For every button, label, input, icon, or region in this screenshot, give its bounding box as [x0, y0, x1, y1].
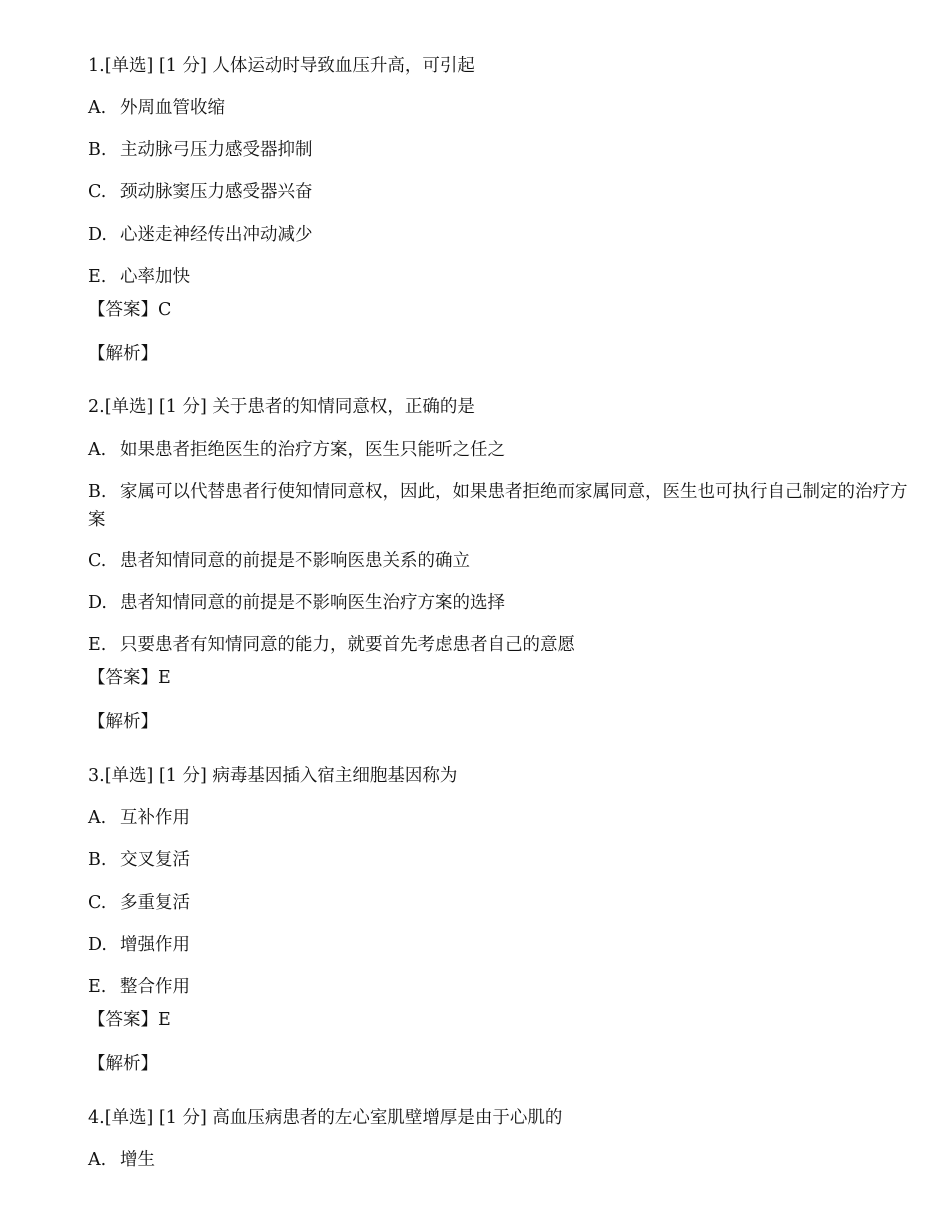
option-text: 只要患者有知情同意的能力，就要首先考虑患者自己的意愿	[120, 635, 575, 655]
question-3-option-b	[88, 846, 190, 874]
option-text: 外周血管收缩	[120, 98, 225, 118]
option-text: 交叉复活	[120, 850, 190, 870]
option-text: 如果患者拒绝医生的治疗方案，医生只能听之任之	[120, 440, 505, 460]
option-text: 多重复活	[120, 893, 190, 913]
question-1-answer: 【答案】C	[88, 300, 172, 320]
question-2-option-d	[88, 589, 505, 617]
question-2-stem: 2.[单选] [1 分] 关于患者的知情同意权，正确的是	[88, 397, 475, 417]
question-2-answer: 【答案】E	[88, 668, 171, 688]
option-text: 互补作用	[120, 808, 190, 828]
question-3-analysis: 【解析】	[88, 1054, 158, 1074]
option-text: 心率加快	[120, 267, 190, 287]
option-text: 患者知情同意的前提是不影响医生治疗方案的选择	[120, 593, 505, 613]
question-1-option-b	[88, 136, 313, 164]
option-letter: D.	[88, 225, 107, 245]
option-text: 增生	[120, 1150, 155, 1170]
question-3-stem: 3.[单选] [1 分] 病毒基因插入宿主细胞基因称为	[88, 766, 458, 786]
option-text: 增强作用	[120, 935, 190, 955]
question-1-analysis: 【解析】	[88, 344, 158, 364]
option-letter: D.	[88, 593, 107, 613]
option-letter: C.	[88, 893, 107, 913]
question-3-option-e	[88, 973, 190, 1001]
question-2-option-b	[88, 478, 908, 534]
option-letter: E.	[88, 635, 107, 655]
option-letter: C.	[88, 182, 107, 202]
option-letter: B.	[88, 482, 107, 502]
option-letter: A.	[88, 98, 107, 118]
option-letter: A.	[88, 1150, 107, 1170]
option-letter: C.	[88, 551, 107, 571]
option-letter: B.	[88, 140, 107, 160]
question-3-option-a	[88, 804, 190, 832]
option-text: 主动脉弓压力感受器抑制	[120, 140, 313, 160]
option-letter: E.	[88, 267, 107, 287]
option-text: 整合作用	[120, 977, 190, 997]
question-3-option-c	[88, 889, 190, 917]
question-1-option-e	[88, 263, 190, 291]
question-4-stem: 4.[单选] [1 分] 高血压病患者的左心室肌壁增厚是由于心肌的	[88, 1108, 563, 1128]
question-1-option-d	[88, 221, 313, 249]
question-1-option-c	[88, 178, 313, 206]
question-1-stem: 1.[单选] [1 分] 人体运动时导致血压升高，可引起	[88, 56, 475, 76]
question-3-answer: 【答案】E	[88, 1010, 171, 1030]
question-2-option-e	[88, 631, 575, 659]
option-letter: A.	[88, 808, 107, 828]
option-text: 患者知情同意的前提是不影响医患关系的确立	[120, 551, 470, 571]
option-letter: D.	[88, 935, 107, 955]
option-text: 家属可以代替患者行使知情同意权，因此，如果患者拒绝而家属同意，医生也可执行自己制定的治疗方案	[88, 482, 908, 530]
option-letter: E.	[88, 977, 107, 997]
question-3-option-d	[88, 931, 190, 959]
option-letter: A.	[88, 440, 107, 460]
option-text: 颈动脉窦压力感受器兴奋	[120, 182, 313, 202]
question-1-option-a	[88, 94, 225, 122]
question-2-analysis: 【解析】	[88, 712, 158, 732]
question-2-option-c	[88, 547, 470, 575]
option-text: 心迷走神经传出冲动减少	[120, 225, 313, 245]
question-4-option-a	[88, 1146, 155, 1174]
option-letter: B.	[88, 850, 107, 870]
question-2-option-a	[88, 436, 505, 464]
